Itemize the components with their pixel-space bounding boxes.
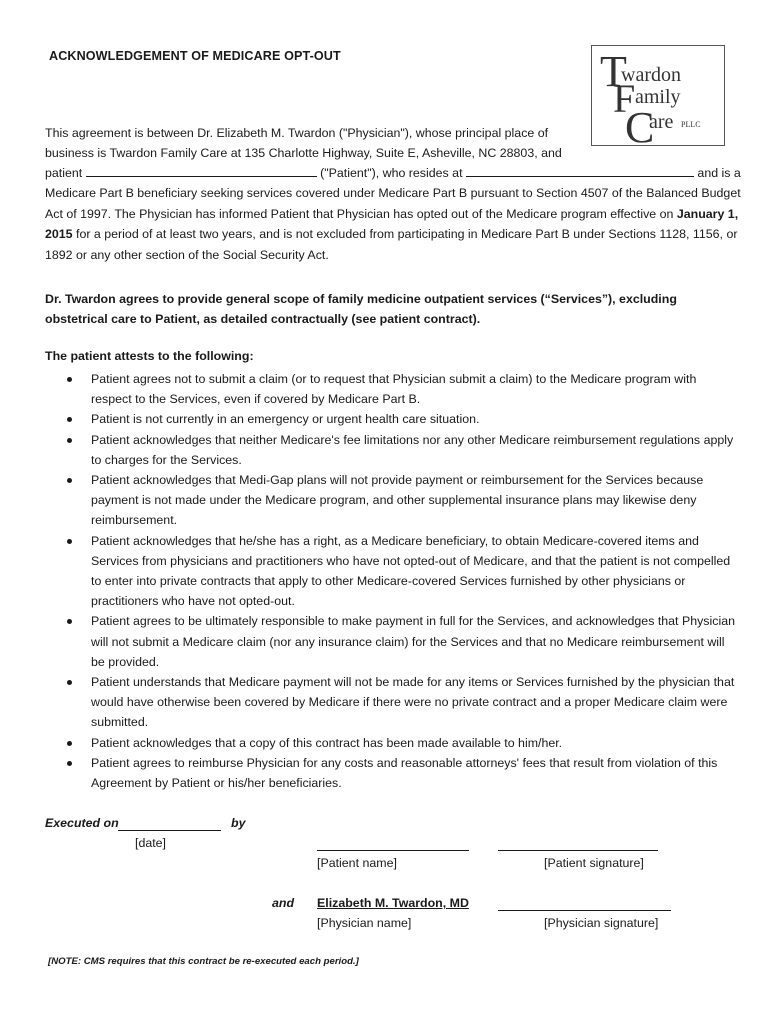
logo-letter-c: C <box>625 103 655 144</box>
bullet-icon <box>67 539 72 544</box>
patient-signature-line[interactable] <box>498 850 658 851</box>
intro-paragraph <box>45 163 745 265</box>
bullet-icon <box>67 761 72 766</box>
list-item <box>45 531 735 612</box>
attestation-text: Patient agrees to be ultimately responsible to make payment in full for the Services, and acknowledges that Physician will not submit a Medicare claim (nor any insurance claim) for the Services and that no Medicare reimbursement will be provided. <box>91 614 735 669</box>
patient-name-blank[interactable] <box>86 163 317 177</box>
intro-cont-1: and is a Medicare Part B beneficiary seeking services covered under Medicare Part B pursuant to Section 4507 of the Balanced Budget Act of 1997. The Physician has informed Patient that Physician has opted out of the Medicare program effective on <box>45 166 741 221</box>
attestation-text: Patient agrees to reimburse Physician for any costs and reasonable attorneys' fees that result from violation of this Agreement by Patient or his/her beneficiaries. <box>91 755 718 791</box>
attestation-text: Patient agrees not to submit a claim (or to request that Physician submit a claim) to the Medicare program with respect to the Services, even if covered by Medicare Part B. <box>91 372 697 407</box>
list-item <box>45 753 735 793</box>
executed-on-label: Executed on <box>45 816 119 830</box>
physician-signature-line[interactable] <box>498 910 671 911</box>
twardon-family-care-logo <box>591 45 725 146</box>
by-label: by <box>231 816 246 830</box>
physician-signature-label: [Physician signature] <box>544 916 659 930</box>
logo-letter-f: F <box>613 76 636 121</box>
cms-note: [NOTE: CMS requires that this contract be re-executed each period.] <box>48 956 359 967</box>
logo-suffix: PLLC <box>681 120 701 129</box>
list-item <box>45 430 735 470</box>
bullet-icon <box>67 377 72 382</box>
list-item <box>45 470 735 531</box>
patient-mid: ("Patient"), who resides at <box>320 166 463 180</box>
patient-prefix: patient <box>45 166 83 180</box>
logo-word-1: wardon <box>621 64 681 86</box>
bullet-icon <box>67 680 72 685</box>
intro-cont-2: for a period of at least two years, and is not excluded from participating in Medicare Part B under Sections 1128, 1156, or 1892 or any other section of the Social Security Act. <box>45 227 738 262</box>
list-item <box>45 611 735 672</box>
attestation-text: Patient is not currently in an emergency or urgent health care situation. <box>91 412 480 427</box>
date-blank[interactable] <box>118 830 221 831</box>
patient-name-line[interactable] <box>317 850 469 851</box>
attestation-text: Patient understands that Medicare payment will not be made for any items or Services furnished by the physician that would have otherwise been covered by Medicare if there were no private contract and a proper Medicare claim were submitted. <box>91 675 735 730</box>
bullet-icon <box>67 438 72 443</box>
scope-paragraph: Dr. Twardon agrees to provide general scope of family medicine outpatient services (“Services”), excluding obstetrical care to Patient, as detailed contractually (see patient contract). <box>45 292 677 327</box>
bullet-icon <box>67 417 72 422</box>
bullet-icon <box>67 619 72 624</box>
attestation-list <box>45 369 735 793</box>
patient-address-blank[interactable] <box>466 163 694 177</box>
attests-heading: The patient attests to the following: <box>45 349 254 363</box>
effective-date: January 1, 2015 <box>45 206 739 242</box>
physician-name: Elizabeth M. Twardon, MD <box>317 896 469 910</box>
date-label: [date] <box>135 836 167 850</box>
logo-word-3: are <box>649 111 674 133</box>
attestation-text: Patient acknowledges that he/she has a right, as a Medicare beneficiary, to obtain Medicare-covered items and Services from physicians and practitioners who have not opted-out of Medicare, and that the patient is not compelled to enter into private contracts that apply to other Medicare-covered Services furnished by other physicians or practitioners who have not opted-out. <box>91 533 731 609</box>
logo-word-2: amily <box>635 86 681 108</box>
list-item <box>45 672 735 733</box>
document-title: ACKNOWLEDGEMENT OF MEDICARE OPT-OUT <box>49 49 341 63</box>
bullet-icon <box>67 741 72 746</box>
bullet-icon <box>67 478 72 483</box>
logo-letter-t: T <box>600 47 627 96</box>
patient-name-label: [Patient name] <box>317 856 397 870</box>
intro-line-1: This agreement is between Dr. Elizabeth M. Twardon ("Physician"), whose principal place of business is Twardon Family Care at 135 Charlotte Highway, Suite E, Asheville, NC 28803, and <box>45 126 562 161</box>
physician-name-label: [Physician name] <box>317 916 412 930</box>
and-label: and <box>272 896 295 910</box>
patient-signature-label: [Patient signature] <box>544 856 644 870</box>
attestation-text: Patient acknowledges that Medi-Gap plans will not provide payment or reimbursement for the Services because payment is not made under the Medicare program, and other supplemental insurance plans may likewise deny reimbursement. <box>91 473 704 528</box>
list-item <box>45 733 735 753</box>
list-item <box>45 369 735 409</box>
list-item <box>45 409 735 429</box>
attestation-text: Patient acknowledges that neither Medicare's fee limitations nor any other Medicare reimbursement regulations apply to charges for the Services. <box>91 432 734 467</box>
attestation-text: Patient acknowledges that a copy of this contract has been made available to him/her. <box>91 735 563 750</box>
